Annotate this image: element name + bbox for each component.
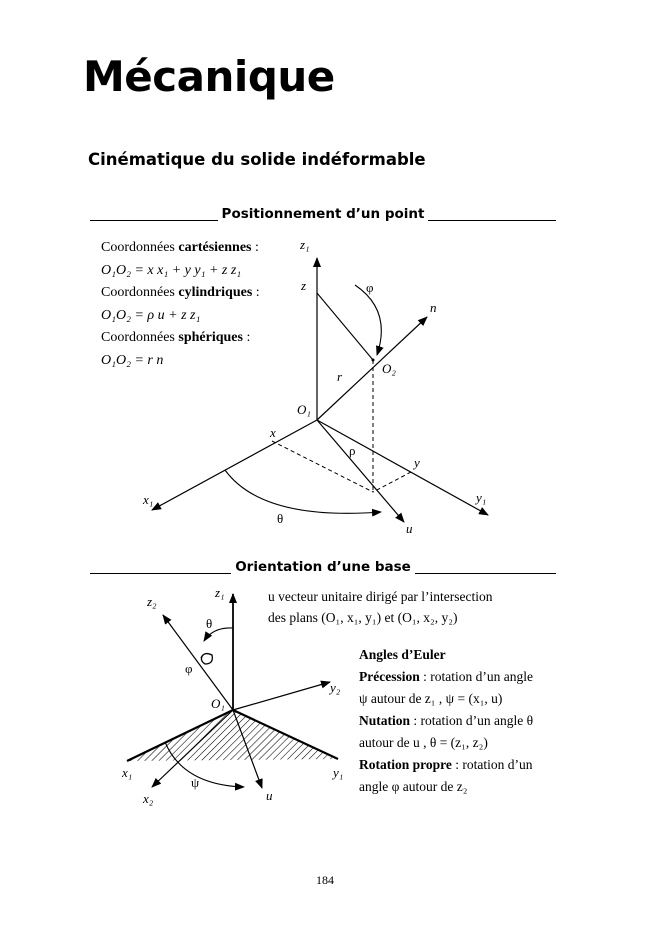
point-o2	[372, 359, 375, 362]
label-u: u	[266, 788, 273, 803]
label-y: y	[414, 455, 420, 470]
phi-rotation-arrow	[201, 654, 212, 664]
page-title: Mécanique	[83, 52, 335, 101]
label-y1: y₁	[333, 765, 344, 780]
page-number: 184	[316, 873, 334, 887]
y-projection	[373, 472, 411, 492]
label-x2: x₂	[143, 791, 154, 806]
heading-text: Positionnement d’un point	[221, 206, 425, 222]
label-phi: φ	[366, 280, 374, 295]
spherical-equation: O₁O₂ = r n	[101, 352, 164, 368]
label-r: r	[337, 369, 343, 384]
cylindrical-label: Coordonnées cylindriques :	[101, 285, 260, 300]
rotation-line1: Rotation propre : rotation d’un	[359, 757, 533, 772]
label-x1: x₁	[143, 492, 154, 507]
precession-line1: Précession : rotation d’un angle	[359, 669, 533, 684]
phi-arc	[355, 285, 381, 355]
hatched-plane	[127, 710, 338, 761]
label-x1: x₁	[122, 765, 133, 780]
label-rho: ρ	[349, 443, 356, 458]
theta-arc	[225, 470, 381, 513]
label-y1: y₁	[476, 490, 487, 505]
label-theta: θ	[277, 511, 284, 526]
n-vector	[317, 317, 427, 420]
x-projection	[272, 441, 373, 492]
z-projection-line	[317, 293, 373, 360]
euler-angles-block	[359, 644, 533, 798]
label-psi: ψ	[191, 775, 200, 790]
label-phi: φ	[185, 661, 193, 676]
label-theta: θ	[206, 616, 213, 631]
u-definition-line2: des plans (O₁, x₁, y₁) et (O₁, x₂, y₂)	[268, 610, 458, 625]
label-o2: O₂	[382, 361, 396, 376]
section-subtitle: Cinématique du solide indéformable	[88, 150, 426, 169]
label-y2: y₂	[330, 680, 341, 695]
x1-axis	[152, 420, 317, 510]
y2-axis	[233, 682, 330, 710]
euler-heading: Angles d’Euler	[359, 647, 446, 662]
label-n: n	[430, 300, 437, 315]
label-z2: z₂	[147, 594, 157, 609]
u-definition-line1: u vecteur unitaire dirigé par l’intersection	[268, 589, 493, 604]
cylindrical-equation: O₁O₂ = ρ u + z z₁	[101, 307, 201, 323]
spherical-label: Coordonnées sphériques :	[101, 330, 251, 345]
coordinate-diagram	[142, 237, 488, 536]
y1-axis	[317, 420, 488, 515]
label-z1: z₁	[300, 237, 310, 252]
label-z1: z₁	[215, 585, 225, 600]
heading-text: Orientation d’une base	[235, 559, 411, 575]
label-o1: O₁	[211, 696, 225, 711]
label-u: u	[406, 521, 413, 536]
label-o1: O₁	[297, 402, 311, 417]
precession-line2: ψ autour de z₁ , ψ = (x₁, u)	[359, 691, 503, 706]
u-vector	[317, 420, 404, 522]
nutation-line1: Nutation : rotation d’un angle θ	[359, 713, 534, 728]
rotation-line2: angle φ autour de z₂	[359, 779, 468, 794]
label-x: x	[270, 425, 276, 440]
cartesian-equation: O₁O₂ = x x₁ + y y₁ + z z₁	[101, 262, 242, 278]
label-z: z	[301, 278, 307, 293]
nutation-line2: autour de u , θ = (z₁, z₂)	[359, 735, 488, 750]
cartesian-label: Coordonnées cartésiennes :	[101, 240, 259, 255]
